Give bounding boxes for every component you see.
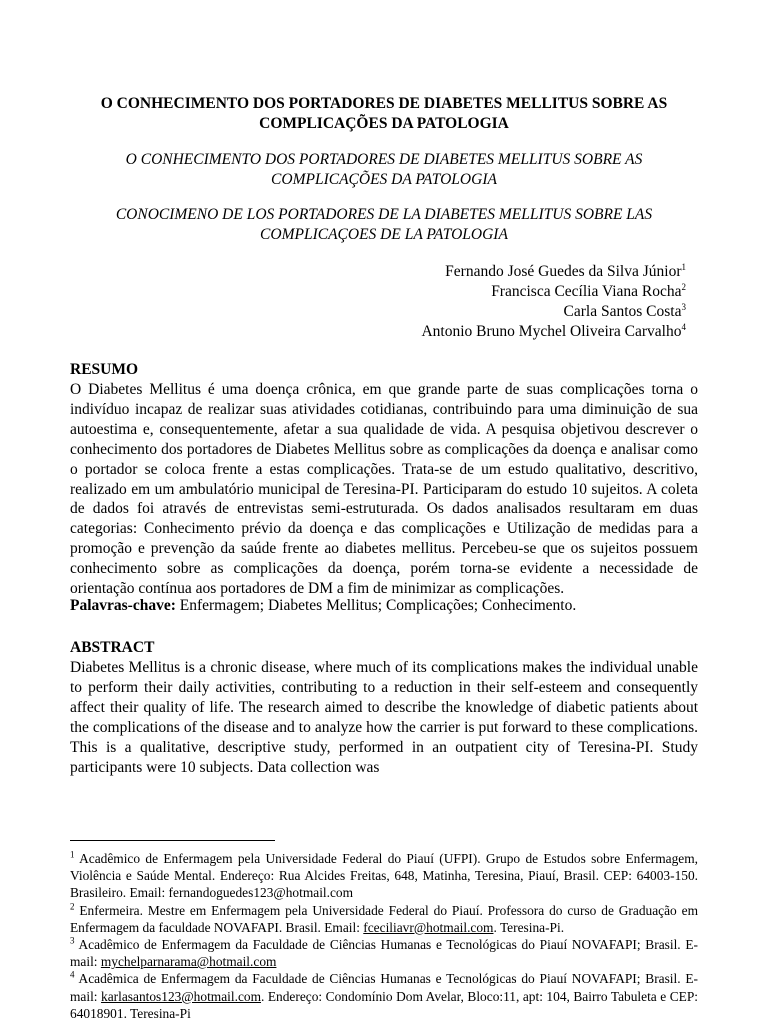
abstract-section [70,638,698,777]
footnote-mark: 1 [681,261,686,272]
title-spanish: CONOCIMENO DE LOS PORTADORES DE LA DIABETES MELLITUS SOBRE LAS COMPLICAÇOES DE LA PATOLOGIA [115,206,653,243]
footnote-1: $^1$ Acadêmico de Enfermagem pela Universidade Federal do Piauí (UFPI). Grupo de Estudos sobre Enfermagem, Violência e Saúde Mental. Endereço: Rua Alcides Freitas, 648, Matinha, Teresina, Piauí, Brasil. CEP: 64003-150. Brasileiro. Email: fernandoguedes123@hotmail.com [70,849,698,901]
footnote-4: $^4$ Acadêmica de Enfermagem da Faculdade de Ciências Humanas e Tecnológicas do Piauí NOVAFAPI; Brasil. E-mail: karlasantos123@hotmail.com. Endereço: Condomínio Dom Avelar, Bloco:11, apt: 104, Bairro Tabuleta e CEP: 64018901. Teresina-Pi [70,969,698,1021]
abstract-heading: ABSTRACT [70,639,155,656]
abstract-text: Diabetes Mellitus is a chronic disease, where much of its complications makes the individual unable to perform their daily activities, contributing to a reduction in their self-esteem and consequently affect their quality of life. The research aimed to describe the knowledge of diabetic patients about the complications of the disease and to analyze how the carrier is put forward to these complications. This is a qualitative, descriptive study, performed in an outpatient city of Teresina-PI. Study participants were 10 subjects. Data collection was [70,659,698,776]
footnote-2: $^2$ Enfermeira. Mestre em Enfermagem pela Universidade Federal do Piauí. Professora do curso de Graduação em Enfermagem da faculdade NOVAFAPI. Brasil. Email: fceciliavr@hotmail.com. Teresina-Pi. [70,901,698,935]
footnote-mark: 2 [681,281,686,292]
author-list [421,262,686,342]
keywords-text: Enfermagem; Diabetes Mellitus; Complicações; Conhecimento. [175,597,577,614]
keywords-label: Palavras-chave: [70,597,176,614]
email-link[interactable]: fceciliavr@hotmail.com [363,919,494,935]
title-portuguese-italic: O CONHECIMENTO DOS PORTADORES DE DIABETES MELLITUS SOBRE AS COMPLICAÇÕES DA PATOLOGIA [125,151,643,188]
resumo-heading: RESUMO [70,361,139,378]
footnote-3: $^3$ Acadêmico de Enfermagem da Faculdade de Ciências Humanas e Tecnológicas do Piauí NOVAFAPI; Brasil. E-mail: mychelparnarama@hotmail.com [70,935,698,970]
footnote-mark: 4 [681,321,686,332]
resumo-text: O Diabetes Mellitus é uma doença crônica, em que grande parte de suas complicações torna o indivíduo incapaz de realizar suas atividades cotidianas, contribuindo para uma diminuição de sua autoestima e, consequentemente, afetar a sua qualidade de vida. A pesquisa objetivou descrever o conhecimento dos portadores de Diabetes Mellitus sobre as complicações da doença e analisar como o portador se coloca frente a estas complicações. Trata-se de um estudo qualitativo, descritivo, realizado em um ambulatório municipal de Teresina-PI. Participaram do estudo 10 sujeitos. A coleta de dados foi através de entrevistas semi-estruturada. Os dados analisados resultaram em duas categorias: Conhecimento prévio da doença e das complicações e Utilização de medidas para a promoção e prevenção da saúde frente ao diabetes mellitus. Percebeu-se que os sujeitos possuem conhecimento sobre as complicações da doença, porém torna-se evidente a necessidade de orientação contínua aos portadores de DM a fim de minimizar as complicações. [70,381,698,598]
author: Francisca Cecília Viana Rocha$^2$ [491,281,686,300]
resumo-section [70,360,698,599]
footnote-separator [70,840,275,841]
footnote-mark: 3 [681,301,686,312]
email-link[interactable]: mychelparnarama@hotmail.com [100,954,277,970]
keywords-section [70,596,698,616]
author: Antonio Bruno Mychel Oliveira Carvalho$^4$ [421,321,686,340]
author: Fernando José Guedes da Silva Júnior$^1$ [445,261,686,280]
email-link[interactable]: karlasantos123@hotmail.com [101,988,261,1004]
footnotes [70,850,698,1022]
title-portuguese: O CONHECIMENTO DOS PORTADORES DE DIABETES MELLITUS SOBRE AS COMPLICAÇÕES DA PATOLOGIA [100,95,668,132]
author: Carla Santos Costa$^3$ [563,301,686,320]
